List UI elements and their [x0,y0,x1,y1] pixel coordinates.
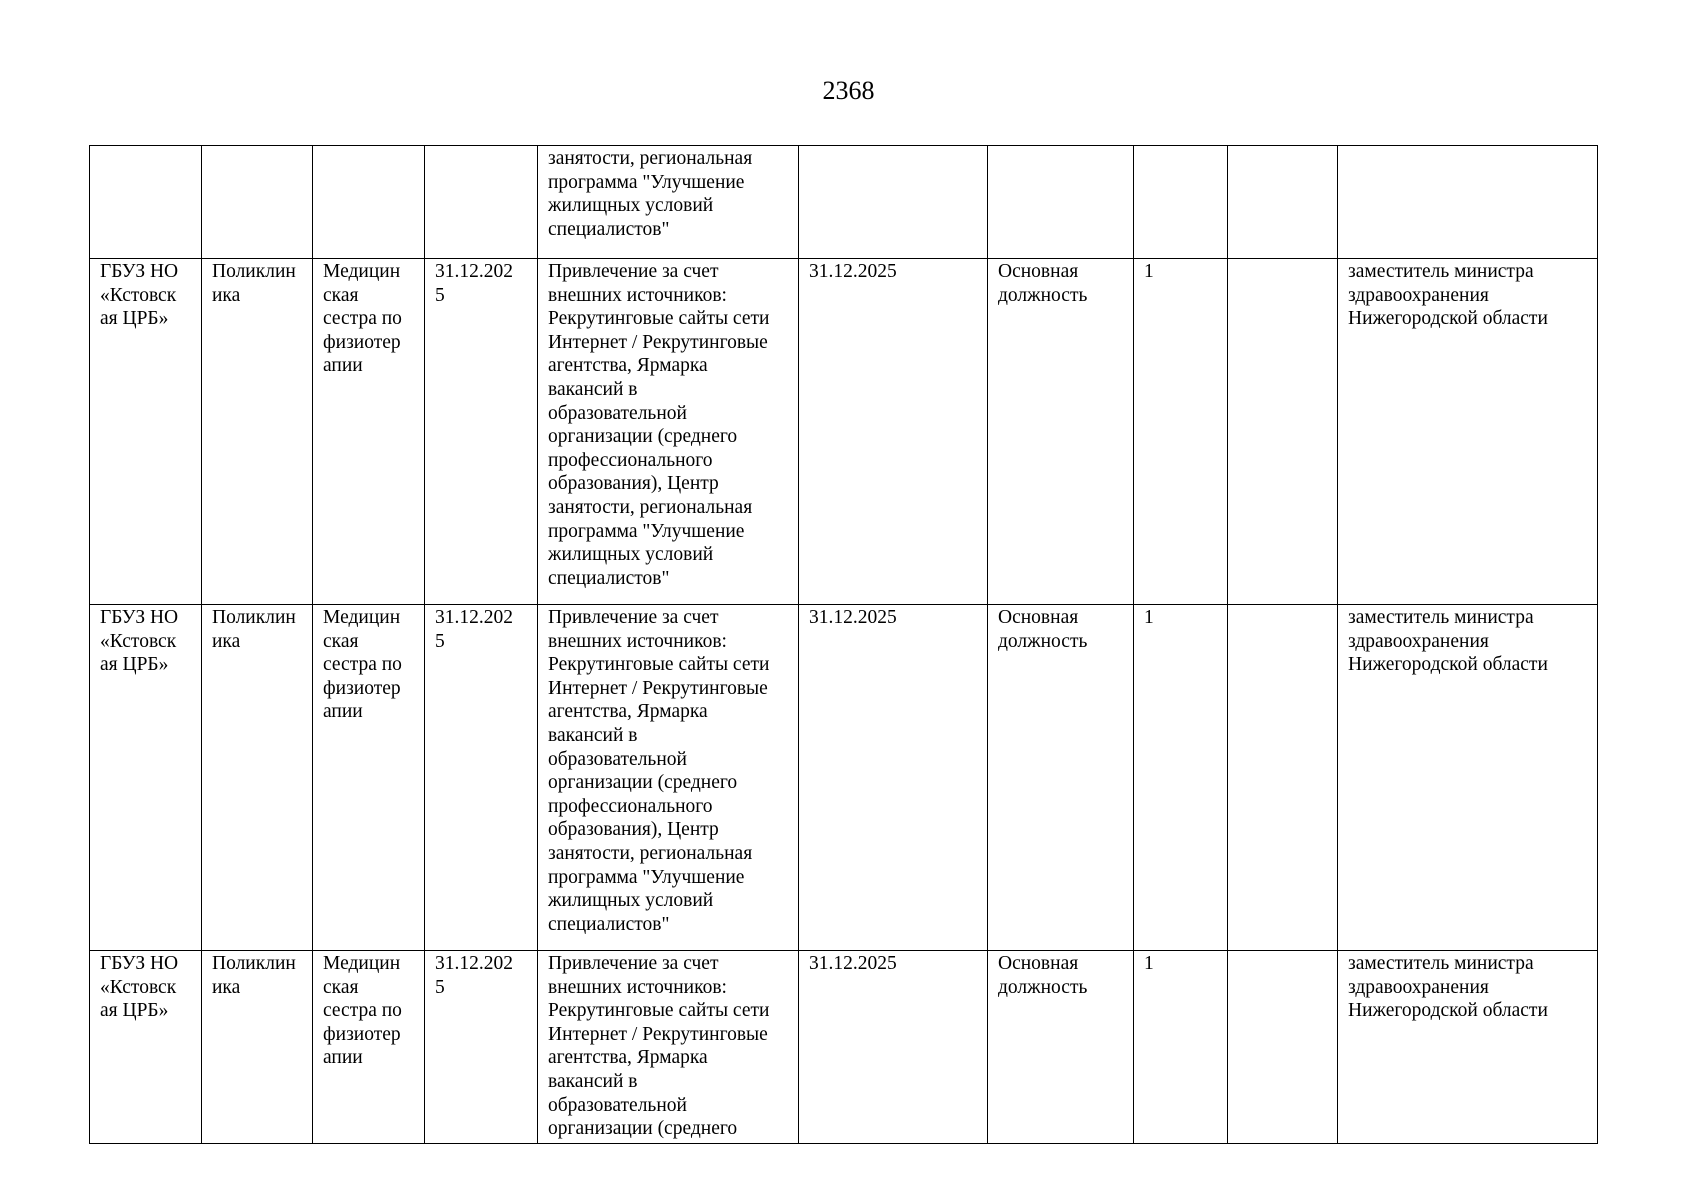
cell-org: ГБУЗ НО «Кстовск ая ЦРБ» [90,605,202,951]
cell-position [313,146,425,259]
cell-responsible [1338,146,1598,259]
cell-deadline: 31.12.2025 [799,605,988,951]
cell-division: Поликлин ика [202,951,313,1144]
cell-deadline: 31.12.2025 [799,951,988,1144]
cell-position: Медицин ская сестра по физиотер апии [313,951,425,1144]
cell-count: 1 [1134,605,1228,951]
cell-count: 1 [1134,951,1228,1144]
cell-date: 31.12.202 5 [425,605,538,951]
cell-sources: занятости, региональная программа "Улучшение жилищных условий специалистов" [538,146,799,259]
cell-empty [1228,605,1338,951]
document-table [89,145,1598,1144]
cell-responsible: заместитель министра здравоохранения Нижегородской области [1338,605,1598,951]
cell-position-type: Основная должность [988,951,1134,1144]
cell-sources: Привлечение за счет внешних источников: Рекрутинговые сайты сети Интернет / Рекрутинговые агентства, Ярмарка вакансий в образовательной организации (среднего профессионального образования), Центр занятости, региональная программа "Улучшение жилищных условий специалистов" [538,605,799,951]
cell-date: 31.12.202 5 [425,259,538,605]
cell-count: 1 [1134,259,1228,605]
cell-count [1134,146,1228,259]
cell-org [90,146,202,259]
cell-org: ГБУЗ НО «Кстовск ая ЦРБ» [90,951,202,1144]
cell-org: ГБУЗ НО «Кстовск ая ЦРБ» [90,259,202,605]
table-row [90,259,1598,605]
cell-date: 31.12.202 5 [425,951,538,1144]
cell-empty [1228,951,1338,1144]
cell-position-type [988,146,1134,259]
cell-position: Медицин ская сестра по физиотер апии [313,259,425,605]
cell-division: Поликлин ика [202,605,313,951]
cell-position-type: Основная должность [988,605,1134,951]
cell-empty [1228,146,1338,259]
table-row [90,605,1598,951]
cell-deadline: 31.12.2025 [799,259,988,605]
cell-position: Медицин ская сестра по физиотер апии [313,605,425,951]
cell-empty [1228,259,1338,605]
page-number: 2368 [822,76,875,105]
cell-responsible: заместитель министра здравоохранения Нижегородской области [1338,951,1598,1144]
cell-sources: Привлечение за счет внешних источников: Рекрутинговые сайты сети Интернет / Рекрутинговые агентства, Ярмарка вакансий в образовательной организации (среднего [538,951,799,1144]
cell-date [425,146,538,259]
cell-deadline [799,146,988,259]
table-row [90,951,1598,1144]
cell-division [202,146,313,259]
cell-responsible: заместитель министра здравоохранения Нижегородской области [1338,259,1598,605]
cell-position-type: Основная должность [988,259,1134,605]
cell-sources: Привлечение за счет внешних источников: Рекрутинговые сайты сети Интернет / Рекрутинговые агентства, Ярмарка вакансий в образовательной организации (среднего профессионального образования), Центр занятости, региональная программа "Улучшение жилищных условий специалистов" [538,259,799,605]
cell-division: Поликлин ика [202,259,313,605]
table-row [90,146,1598,259]
